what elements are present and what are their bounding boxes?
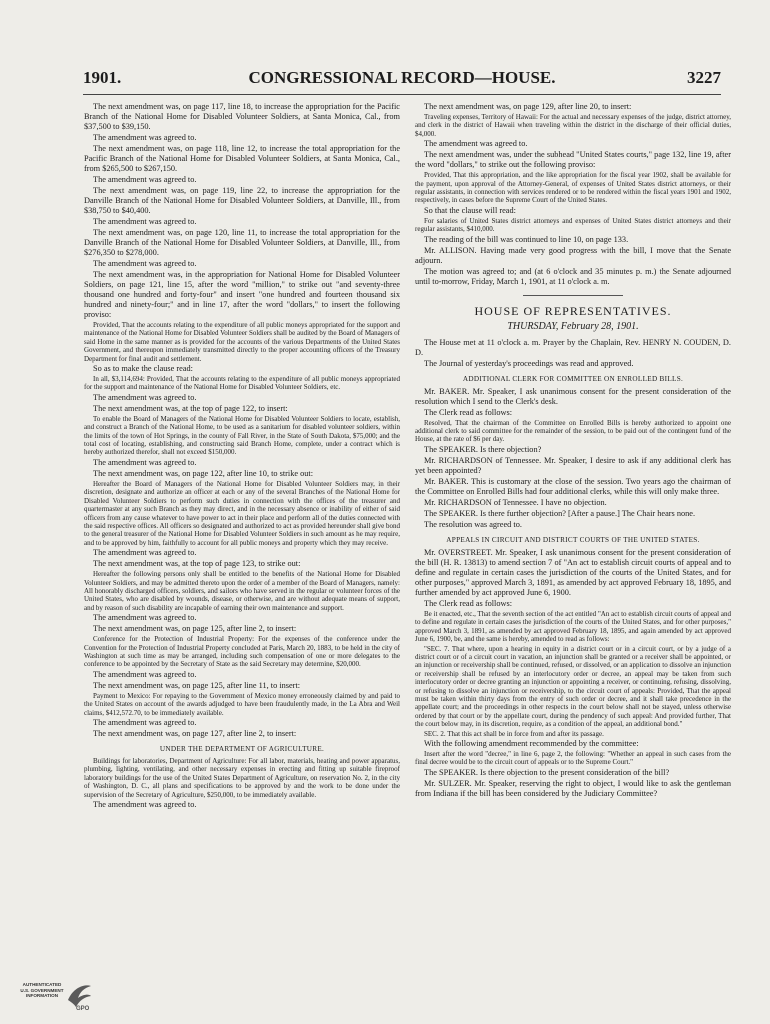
quoted-text: Payment to Mexico: For repaying to the Government of Mexico money erroneously claimed by and paid to the United States on account of the awards adjudged to have been fraudulently made, in the La Abra and Weil claims, $412,572.70, to be immediately available. xyxy=(84,691,400,717)
paragraph: The Clerk read as follows: xyxy=(424,598,513,608)
paragraph: The amendment was agreed to. xyxy=(424,139,528,149)
paragraph: The next amendment was, on page 117, line 18, to increase the appropriation for the Pacific Branch of the National Home for Disabled Volunteer Soldiers, at Santa Monica, Cal., from $37,500 to $39,150. xyxy=(84,102,400,131)
paragraph: The House met at 11 o'clock a. m. Prayer by the Chaplain, Rev. HENRY N. COUDEN, D. D. xyxy=(415,337,731,357)
gpo-authentication-logo xyxy=(18,980,128,1020)
section-heading: HOUSE OF REPRESENTATIVES. xyxy=(474,303,672,318)
paragraph: So as to make the clause read: xyxy=(93,364,193,374)
paragraph: The next amendment was, on page 118, line 12, to increase the total appropriation for the Pacific Branch of the National Home for Disabled Volunteer Soldiers, at Santa Monica, Cal., from $265,500 to $267,150. xyxy=(84,144,400,173)
paragraph: With the following amendment recommended by the committee: xyxy=(424,738,639,748)
subheading: UNDER THE DEPARTMENT OF AGRICULTURE. xyxy=(159,745,325,753)
quoted-text: To enable the Board of Managers of the National Home for Disabled Volunteer Soldiers to locate, establish, and construct a Branch of the National Home, to be used as a sanitarium for disabled volunteer soldiers, within the limits of the town of Hot Springs, in the county of Fall River, in the State of South Dakota, $75,000; and the total cost of locating, establishing, and constructing said Branch Home, complete, under a contract which is hereby authorized therefor, shall not exceed $150,000. xyxy=(84,414,400,457)
section-divider xyxy=(523,295,623,296)
paragraph: The amendment was agreed to. xyxy=(93,457,197,467)
quoted-text: Provided, That this appropriation, and the like appropriation for the fiscal year 1902, shall be available for the payment, upon approval of the Attorney-General, of expenses of United States district attorneys, or their regular assistants, in connection with services rendered or to be rendered within the fiscal years 1901 and 1902, respectively, in cases before the Supreme Court of the United States. xyxy=(415,171,731,205)
header-rule xyxy=(83,94,721,95)
quoted-text: SEC. 2. That this act shall be in force from and after its passage. xyxy=(424,729,604,738)
quoted-text: Traveling expenses, Territory of Hawaii: For the actual and necessary expenses of the judge, district attorney, and clerk in the district of Hawaii when traveling within the district in the discharge of their official duties, $4,000. xyxy=(415,113,731,138)
paragraph: The motion was agreed to; and (at 6 o'clock and 35 minutes p. m.) the Senate adjourned until to-morrow, Friday, March 1, 1901, at 11 o'clock a. m. xyxy=(415,266,731,286)
paragraph: The amendment was agreed to. xyxy=(93,259,197,268)
paragraph: The Clerk read as follows: xyxy=(424,407,513,417)
header-title: CONGRESSIONAL RECORD—HOUSE. xyxy=(248,68,556,87)
paragraph: The next amendment was, at the top of page 122, to insert: xyxy=(93,403,288,413)
paragraph: The amendment was agreed to. xyxy=(93,800,197,810)
paragraph: The amendment was agreed to. xyxy=(93,392,197,402)
quoted-text: Conference for the Protection of Industrial Property: For the expenses of the conference under the Convention for the Protection of Industrial Property concluded at Paris, March 20, 1883, to be held in the city of Washington at such time as may be arranged, including such compensation of one or more delegates to the conference to be appointed by the Secretary of State as the said Secretary may determine, $20,000. xyxy=(84,635,400,669)
quoted-text: Resolved, That the chairman of the Committee on Enrolled Bills is hereby authorized to appoint one additional clerk to said committee for the remainder of the session, to be paid out of the contingent fund of the House, at the rate of $6 per day. xyxy=(415,418,731,444)
paragraph: The next amendment was, on page 125, after line 11, to insert: xyxy=(93,680,301,690)
paragraph: The amendment was agreed to. xyxy=(93,217,197,226)
paragraph: The next amendment was, at the top of page 123, to strike out: xyxy=(93,559,301,569)
paragraph: The amendment was agreed to. xyxy=(93,669,197,679)
paragraph: The SPEAKER. Is there objection? xyxy=(424,444,542,454)
paragraph: Mr. RICHARDSON of Tennessee. I have no objection. xyxy=(424,497,607,507)
paragraph: The SPEAKER. Is there further objection? [After a pause.] The Chair hears none. xyxy=(424,508,696,518)
header-page-number: 3227 xyxy=(687,68,721,87)
quoted-text: In all, $3,114,694: Provided, That the accounts relating to the expenditure of all public moneys appropriated for the support and maintenance of the National Home for Disabled Volunteer Soldiers, etc. xyxy=(84,375,400,392)
paragraph: The next amendment was, on page 129, after line 20, to insert: xyxy=(424,102,632,111)
authenticated-text: AUTHENTICATED U.S. GOVERNMENT INFORMATION xyxy=(20,982,64,998)
paragraph: The amendment was agreed to. xyxy=(93,613,197,623)
gpo-text: GPO xyxy=(76,1006,90,1012)
paragraph: The next amendment was, on page 122, after line 10, to strike out: xyxy=(93,468,314,478)
quoted-text: Hereafter the Board of Managers of the National Home for Disabled Volunteer Soldiers may, in their discretion, designate and authorize an officer at each or any of the several Branches of the National Home for Disabled Volunteer Soldiers to perform such duties in connection with the offices of the treasurer and quartermaster at any such Branch as they may direct, and in the necessary absence or inability of either of said officers from any cause whatever to have power to act in their place and perform all of the duties connected with the said respective offices. All officers so designated and authorized to act as provided hereunder shall give bond to the general treasurer of the National Home for Disabled Volunteer Soldiers in such amount as he may require, and to be approved by him, faithfully to account for all public moneys and property which they may receive. xyxy=(84,479,400,547)
paragraph: The next amendment was, in the appropriation for National Home for Disabled Volunteer Soldiers, on page 121, line 15, after the word "million," to strike out "and seventy-three thousand one hundred and forty-four" and insert "one hundred and fourteen thousand six hundred and ninety-four;" and in line 17, after the word "dollars," to insert the following proviso: xyxy=(84,270,400,319)
paragraph: Mr. SULZER. Mr. Speaker, reserving the right to object, I would like to ask the gentleman from Indiana if the bill has been considered by the Judiciary Committee? xyxy=(415,778,731,798)
paragraph: The amendment was agreed to. xyxy=(93,133,197,142)
quoted-text: Buildings for laboratories, Department of Agriculture: For all labor, materials, heating and power apparatus, plumbing, lighting, ventilating, and other necessary expenses in erecting and fitting up suitable fireproof laboratory buildings for the use of the United States Department of Agriculture, on reservation No. 2, in the city of Washington, D. C., all plans and specifications to be approved by and the work to be done under the supervision of the Secretary of Agriculture, $250,000, to be immediately available. xyxy=(84,757,400,799)
quoted-text: For salaries of United States district attorneys and expenses of United States district attorneys and their regular assistants, $410,000. xyxy=(415,216,731,234)
paragraph: The next amendment was, on page 119, line 22, to increase the appropriation for the Danville Branch of the National Home for Disabled Volunteer Soldiers, at Danville, Ill., from $38,750 to $40,400. xyxy=(84,186,400,215)
page-header xyxy=(83,68,721,94)
paragraph: Mr. BAKER. This is customary at the close of the session. Two years ago the chairman of the Committee on Enrolled Bills had four additional clerks, while this will only make three. xyxy=(415,476,731,496)
subheading: ADDITIONAL CLERK FOR COMMITTEE ON ENROLLED BILLS. xyxy=(462,374,684,383)
paragraph: The next amendment was, under the subhead "United States courts," page 132, line 19, after the word "dollars," to strike out the following proviso: xyxy=(415,150,731,170)
paragraph: The amendment was agreed to. xyxy=(93,548,197,558)
paragraph: The Journal of yesterday's proceedings was read and approved. xyxy=(424,358,634,368)
quoted-text: Be it enacted, etc., That the seventh section of the act entitled "An act to establish circuit courts of appeal and to define and regulate in certain cases the jurisdiction of the courts of the United States, and for other purposes," approved March 3, 1891, as amended by act approved February 18, 1895, and again amended by act approved June 6, 1900, be, and the same is hereby, amended to read as follows: xyxy=(415,609,731,644)
paragraph: Mr. OVERSTREET. Mr. Speaker, I ask unanimous consent for the present consideration of the bill (H. R. 13813) to amend section 7 of "An act to establish circuit courts of appeal and to define and regulate in certain cases the jurisdiction of the courts of the United States, and for other purposes," approved March 3, 1891, as amended by act approved February 18, 1895, and further amended by act approved June 6, 1900. xyxy=(415,547,731,597)
date-line: THURSDAY, February 28, 1901. xyxy=(507,320,639,332)
quoted-text: Insert after the word "decree," in line 6, page 2, the following: "Whether an appeal in such cases from the final decree would be to the circuit court of appeals or to the Supreme Court." xyxy=(415,749,731,767)
paragraph: The amendment was agreed to. xyxy=(93,175,197,184)
subheading: APPEALS IN CIRCUIT AND DISTRICT COURTS OF THE UNITED STATES. xyxy=(446,535,700,544)
quoted-text: "SEC. 7. That where, upon a hearing in equity in a district court or in a circuit court, or by a judge of a district court or of a circuit court in vacation, an injunction shall be granted or a receiver shall be appointed, or an injunction or receivership shall be continued, refused, or dissolved, or an application to dissolve an injunction or receivership shall be refused by an interlocutory order or decree, an appeal may be taken from such interlocutory order or decree granting an injunction or appointing a receiver, or continuing, refusing, dissolving, or refusing to dissolve an injunction or receivership, to the circuit court of appeals: Provided, That the appeal must be taken within thirty days from the entry of such order or decree, and it shall take precedence in the appellate court; and the proceedings in other respects in the court below shall not be stayed, unless otherwise ordered by that court or by the appellate court, during the pendency of such appeal: And provided further, That the court below may, in its discretion, require, as a condition of the appeal, an additional bond." xyxy=(415,644,731,729)
paragraph: So that the clause will read: xyxy=(424,205,516,215)
paragraph: The resolution was agreed to. xyxy=(424,519,522,529)
paragraph: The next amendment was, on page 127, after line 2, to insert: xyxy=(93,729,297,738)
header-year: 1901. xyxy=(83,68,122,87)
paragraph: Mr. RICHARDSON of Tennessee. Mr. Speaker, I desire to ask if any additional clerk has yet been appointed? xyxy=(415,455,731,475)
paragraph: The next amendment was, on page 120, line 11, to increase the total appropriation for the Danville Branch of the National Home for Disabled Volunteer Soldiers, at Danville, Ill., from $276,350 to $278,000. xyxy=(84,228,400,257)
paragraph: The reading of the bill was continued to line 10, on page 133. xyxy=(424,234,629,244)
left-column xyxy=(84,102,400,982)
paragraph: The amendment was agreed to. xyxy=(93,718,197,727)
paragraph: Mr. BAKER. Mr. Speaker, I ask unanimous consent for the present consideration of the resolution which I send to the Clerk's desk. xyxy=(415,386,731,406)
paragraph: Mr. ALLISON. Having made very good progress with the bill, I move that the Senate adjourn. xyxy=(415,245,731,265)
quoted-text: Hereafter the following persons only shall be entitled to the benefits of the National Home for Disabled Volunteer Soldiers, and may be admitted thereto upon the order of a member of the Board of Managers, namely: All honorably discharged officers, soldiers, and sailors who have served in the regular or volunteer forces of the United States, who are disabled by wounds, disease, or otherwise, and are without adequate means of support, and by reason of such disability are incapable of earning their own maintenance and support. xyxy=(84,570,400,612)
paragraph: The next amendment was, on page 125, after line 2, to insert: xyxy=(93,624,297,634)
right-column xyxy=(415,102,731,982)
paragraph: The SPEAKER. Is there objection to the present consideration of the bill? xyxy=(424,767,670,777)
quoted-text: Provided, That the accounts relating to the expenditure of all public moneys appropriated for the support and maintenance of the National Home for Disabled Volunteer Soldiers shall be audited by the Board of Managers of said Home in the same manner as is provided for the accounts of the various Departments of the United States Government, and thereupon immediately transmitted directly to the proper accounting officers of the Treasury Department for final audit and settlement. xyxy=(84,321,400,363)
